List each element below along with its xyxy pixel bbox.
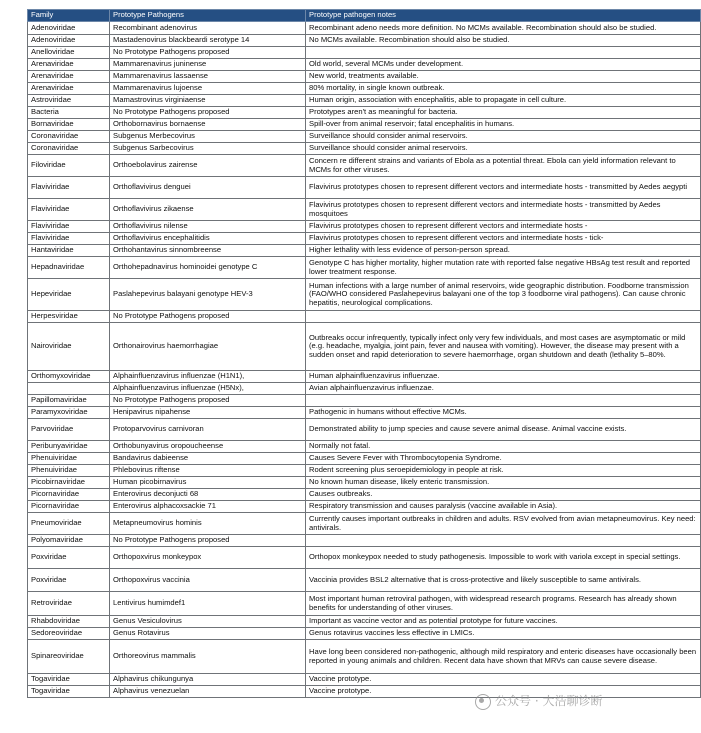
family-cell: Herpesviridae	[28, 311, 110, 323]
table-row	[28, 311, 701, 323]
family-cell: Spinareoviridae	[28, 640, 110, 674]
pathogen-cell: No Prototype Pathogens proposed	[110, 311, 306, 323]
family-cell: Flaviviridae	[28, 221, 110, 233]
family-cell: Astroviridae	[28, 95, 110, 107]
family-cell: Polyomaviridae	[28, 535, 110, 547]
family-cell: Orthomyxoviridae	[28, 371, 110, 383]
notes-cell: Most important human retroviral pathogen, with widespread research programs. Research has already shown benefits for understanding of other viruses.	[306, 592, 701, 616]
family-cell: Flaviviridae	[28, 199, 110, 221]
family-cell: Togaviridae	[28, 686, 110, 698]
family-cell: Filoviridae	[28, 155, 110, 177]
pathogen-cell: Genus Rotavirus	[110, 628, 306, 640]
table-row	[28, 47, 701, 59]
table-row	[28, 419, 701, 441]
pathogen-cell: Orthoflavivirus zikaense	[110, 199, 306, 221]
family-cell: Arenaviridae	[28, 83, 110, 95]
family-cell: Poxviridae	[28, 547, 110, 569]
family-cell: Parvoviridae	[28, 419, 110, 441]
table-header-row	[28, 10, 701, 22]
notes-cell	[306, 47, 701, 59]
notes-cell: No known human disease, likely enteric transmission.	[306, 477, 701, 489]
table-row	[28, 592, 701, 616]
notes-cell: Demonstrated ability to jump species and cause severe animal disease. Animal vaccine exists.	[306, 419, 701, 441]
table-row	[28, 95, 701, 107]
pathogen-cell: Henipavirus nipahense	[110, 407, 306, 419]
family-cell: Picornaviridae	[28, 489, 110, 501]
table-row	[28, 547, 701, 569]
table-row	[28, 257, 701, 279]
family-cell: Adenoviridae	[28, 35, 110, 47]
notes-cell: Prototypes aren't as meaningful for bacteria.	[306, 107, 701, 119]
header-pathogen-notes: Prototype pathogen notes	[306, 10, 701, 22]
pathogen-cell: Phlebovirus riftense	[110, 465, 306, 477]
family-cell: Adenoviridae	[28, 22, 110, 35]
pathogen-cell: Mammarenavirus lassaense	[110, 71, 306, 83]
pathogen-cell: Lentivirus humimdef1	[110, 592, 306, 616]
pathogen-cell: Alphavirus venezuelan	[110, 686, 306, 698]
pathogen-cell: Alphainfluenzavirus influenzae (H1N1),	[110, 371, 306, 383]
table-row	[28, 35, 701, 47]
notes-cell: Causes Severe Fever with Thrombocytopenia Syndrome.	[306, 453, 701, 465]
pathogen-cell: Alphavirus chikungunya	[110, 674, 306, 686]
pathogen-cell: Orthoflavivirus encephalitidis	[110, 233, 306, 245]
table-row	[28, 489, 701, 501]
notes-cell: Old world, several MCMs under development.	[306, 59, 701, 71]
table-row	[28, 371, 701, 383]
notes-cell: Recombinant adeno needs more definition. No MCMs available. Recombination should also be studied.	[306, 22, 701, 35]
family-cell: Flaviviridae	[28, 233, 110, 245]
pathogen-cell: No Prototype Pathogens proposed	[110, 395, 306, 407]
family-cell: Hepeviridae	[28, 279, 110, 311]
family-cell: Hepadnaviridae	[28, 257, 110, 279]
notes-cell: Pathogenic in humans without effective MCMs.	[306, 407, 701, 419]
table-row	[28, 233, 701, 245]
pathogen-cell: Orthobornavirus bornaense	[110, 119, 306, 131]
pathogen-cell: Metapneumovirus hominis	[110, 513, 306, 535]
pathogen-cell: Recombinant adenovirus	[110, 22, 306, 35]
pathogen-cell: Orthoreovirus mammalis	[110, 640, 306, 674]
table-row	[28, 640, 701, 674]
table-row	[28, 71, 701, 83]
notes-cell: 80% mortality, in single known outbreak.	[306, 83, 701, 95]
notes-cell: No MCMs available. Recombination should also be studied.	[306, 35, 701, 47]
table-row	[28, 674, 701, 686]
pathogen-cell: Orthobunyavirus oropoucheense	[110, 441, 306, 453]
family-cell: Sedoreoviridae	[28, 628, 110, 640]
family-cell: Picornaviridae	[28, 501, 110, 513]
table-row	[28, 59, 701, 71]
notes-cell: Vaccine prototype.	[306, 686, 701, 698]
table-row	[28, 22, 701, 35]
notes-cell: Human alphainfluenzavirus influenzae.	[306, 371, 701, 383]
table-row	[28, 628, 701, 640]
table-row	[28, 221, 701, 233]
notes-cell: Normally not fatal.	[306, 441, 701, 453]
pathogen-cell: No Prototype Pathogens proposed	[110, 47, 306, 59]
family-cell: Rhabdoviridae	[28, 616, 110, 628]
notes-cell: Vaccine prototype.	[306, 674, 701, 686]
notes-cell	[306, 395, 701, 407]
table-row	[28, 441, 701, 453]
table-row	[28, 501, 701, 513]
pathogen-cell: Orthohepadnavirus hominoidei genotype C	[110, 257, 306, 279]
table-row	[28, 616, 701, 628]
pathogen-cell: Alphainfluenzavirus influenzae (H5Nx),	[110, 383, 306, 395]
notes-cell: Higher lethality with less evidence of person-person spread.	[306, 245, 701, 257]
table-row	[28, 199, 701, 221]
family-cell: Arenaviridae	[28, 71, 110, 83]
notes-cell: Concern re different strains and variants of Ebola as a potential threat. Ebola can yield information relevant to MCMs for other viruses.	[306, 155, 701, 177]
notes-cell: Have long been considered non-pathogenic, although mild respiratory and enteric diseases have occasionally been reported in young animals and children. Recent data have shown that MRVs can cause severe disease.	[306, 640, 701, 674]
table-row	[28, 465, 701, 477]
notes-cell: Flavivirus prototypes chosen to represent different vectors and intermediate hosts -	[306, 221, 701, 233]
pathogen-cell: Subgenus Merbecovirus	[110, 131, 306, 143]
header-family: Family	[28, 10, 110, 22]
notes-cell: Important as vaccine vector and as potential prototype for future vaccines.	[306, 616, 701, 628]
family-cell: Nairoviridae	[28, 323, 110, 371]
notes-cell: Flavivirus prototypes chosen to represent different vectors and intermediate hosts - transmitted by Aedes mosquitoes	[306, 199, 701, 221]
family-cell: Togaviridae	[28, 674, 110, 686]
pathogen-cell: Enterovirus alphacoxsackie 71	[110, 501, 306, 513]
pathogen-cell: Orthopoxvirus vaccinia	[110, 569, 306, 592]
family-cell: Papillomaviridae	[28, 395, 110, 407]
notes-cell: Rodent screening plus seroepidemiology in people at risk.	[306, 465, 701, 477]
notes-cell: Spill-over from animal reservoir; fatal encephalitis in humans.	[306, 119, 701, 131]
family-cell: Flaviviridae	[28, 177, 110, 199]
pathogen-cell: Protoparvovirus carnivoran	[110, 419, 306, 441]
family-cell: Coronaviridae	[28, 131, 110, 143]
family-cell: Pneumoviridae	[28, 513, 110, 535]
pathogen-cell: Orthonairovirus haemorrhagiae	[110, 323, 306, 371]
notes-cell: Human infections with a large number of animal reservoirs, wide geographic distribution. Foodborne transmission (FAO/WHO considered Paslahepevirus balayani one of the top 3 foodborne viral pathogens). Can cause chronic hepatitis, neurological complications.	[306, 279, 701, 311]
pathogen-table	[27, 9, 701, 698]
notes-cell: Outbreaks occur infrequently, typically infect only very few individuals, and most cases are asymptomatic or mild (e.g. headache, myalgia, joint pain, fever and nausea with vomiting). However, the disease may present with a sudden onset and rapid deterioration to severe haemorrhage, organ shutdown and death (lethality 5–80%.	[306, 323, 701, 371]
notes-cell: Causes outbreaks.	[306, 489, 701, 501]
notes-cell: Avian alphainfluenzavirus influenzae.	[306, 383, 701, 395]
pathogen-cell: Mamastrovirus virginiaense	[110, 95, 306, 107]
pathogen-cell: Orthopoxvirus monkeypox	[110, 547, 306, 569]
pathogen-cell: Genus Vesiculovirus	[110, 616, 306, 628]
pathogen-cell: Orthoebolavirus zairense	[110, 155, 306, 177]
notes-cell: Flavivirus prototypes chosen to represent different vectors and intermediate hosts - tick-	[306, 233, 701, 245]
notes-cell: Orthopox monkeypox needed to study pathogenesis. Impossible to work with variola except in special settings.	[306, 547, 701, 569]
family-cell: Paramyxoviridae	[28, 407, 110, 419]
table-row	[28, 453, 701, 465]
family-cell: Hantaviridae	[28, 245, 110, 257]
family-cell: Retroviridae	[28, 592, 110, 616]
table-row	[28, 143, 701, 155]
pathogen-cell: No Prototype Pathogens proposed	[110, 107, 306, 119]
family-cell: Bornaviridae	[28, 119, 110, 131]
header-prototype-pathogens: Prototype Pathogens	[110, 10, 306, 22]
notes-cell: Surveillance should consider animal reservoirs.	[306, 143, 701, 155]
notes-cell	[306, 535, 701, 547]
table-row	[28, 535, 701, 547]
family-cell	[28, 383, 110, 395]
table-row	[28, 407, 701, 419]
family-cell: Poxviridae	[28, 569, 110, 592]
pathogen-cell: Orthoflavivirus nilense	[110, 221, 306, 233]
family-cell: Anelloviridae	[28, 47, 110, 59]
pathogen-cell: Mammarenavirus lujoense	[110, 83, 306, 95]
watermark-text: 公众号 · 大浩聊诊断	[495, 694, 603, 708]
table-row	[28, 131, 701, 143]
table-row	[28, 279, 701, 311]
pathogen-cell: Mastadenovirus blackbeardi serotype 14	[110, 35, 306, 47]
table-row	[28, 569, 701, 592]
pathogen-cell: Paslahepevirus balayani genotype HEV-3	[110, 279, 306, 311]
family-cell: Phenuiviridae	[28, 465, 110, 477]
family-cell: Peribunyaviridae	[28, 441, 110, 453]
family-cell: Arenaviridae	[28, 59, 110, 71]
family-cell: Picobirnaviridae	[28, 477, 110, 489]
table-row	[28, 513, 701, 535]
family-cell: Bacteria	[28, 107, 110, 119]
table-row	[28, 323, 701, 371]
table-row	[28, 477, 701, 489]
pathogen-cell: Subgenus Sarbecovirus	[110, 143, 306, 155]
family-cell: Coronaviridae	[28, 143, 110, 155]
table-row	[28, 107, 701, 119]
watermark	[475, 692, 602, 710]
pathogen-cell: Enterovirus deconjucti 68	[110, 489, 306, 501]
table-row	[28, 83, 701, 95]
wechat-logo-icon	[475, 694, 491, 710]
notes-cell: Respiratory transmission and causes paralysis (vaccine available in Asia).	[306, 501, 701, 513]
pathogen-cell: Bandavirus dabieense	[110, 453, 306, 465]
pathogen-cell: Mammarenavirus juninense	[110, 59, 306, 71]
notes-cell: Vaccinia provides BSL2 alternative that is cross-protective and likely susceptible to same antivirals.	[306, 569, 701, 592]
pathogen-cell: Human picobirnavirus	[110, 477, 306, 489]
table-row	[28, 119, 701, 131]
table-row	[28, 245, 701, 257]
notes-cell: New world, treatments available.	[306, 71, 701, 83]
notes-cell: Human origin, association with encephalitis, able to propagate in cell culture.	[306, 95, 701, 107]
notes-cell	[306, 311, 701, 323]
notes-cell: Genus rotavirus vaccines less effective in LMICs.	[306, 628, 701, 640]
family-cell: Phenuiviridae	[28, 453, 110, 465]
notes-cell: Genotype C has higher mortality, higher mutation rate with reported false negative HBsAg test result and reported lower treatment response.	[306, 257, 701, 279]
table-row	[28, 155, 701, 177]
table-row	[28, 395, 701, 407]
notes-cell: Flavivirus prototypes chosen to represent different vectors and intermediate hosts - transmitted by Aedes aegypti	[306, 177, 701, 199]
table-row	[28, 177, 701, 199]
pathogen-cell: Orthoflavivirus denguei	[110, 177, 306, 199]
table-row	[28, 383, 701, 395]
notes-cell: Currently causes important outbreaks in children and adults. RSV evolved from avian metapneumovirus. Key need: antivirals.	[306, 513, 701, 535]
pathogen-cell: No Prototype Pathogens proposed	[110, 535, 306, 547]
pathogen-cell: Orthohantavirus sinnombreense	[110, 245, 306, 257]
notes-cell: Surveillance should consider animal reservoirs.	[306, 131, 701, 143]
